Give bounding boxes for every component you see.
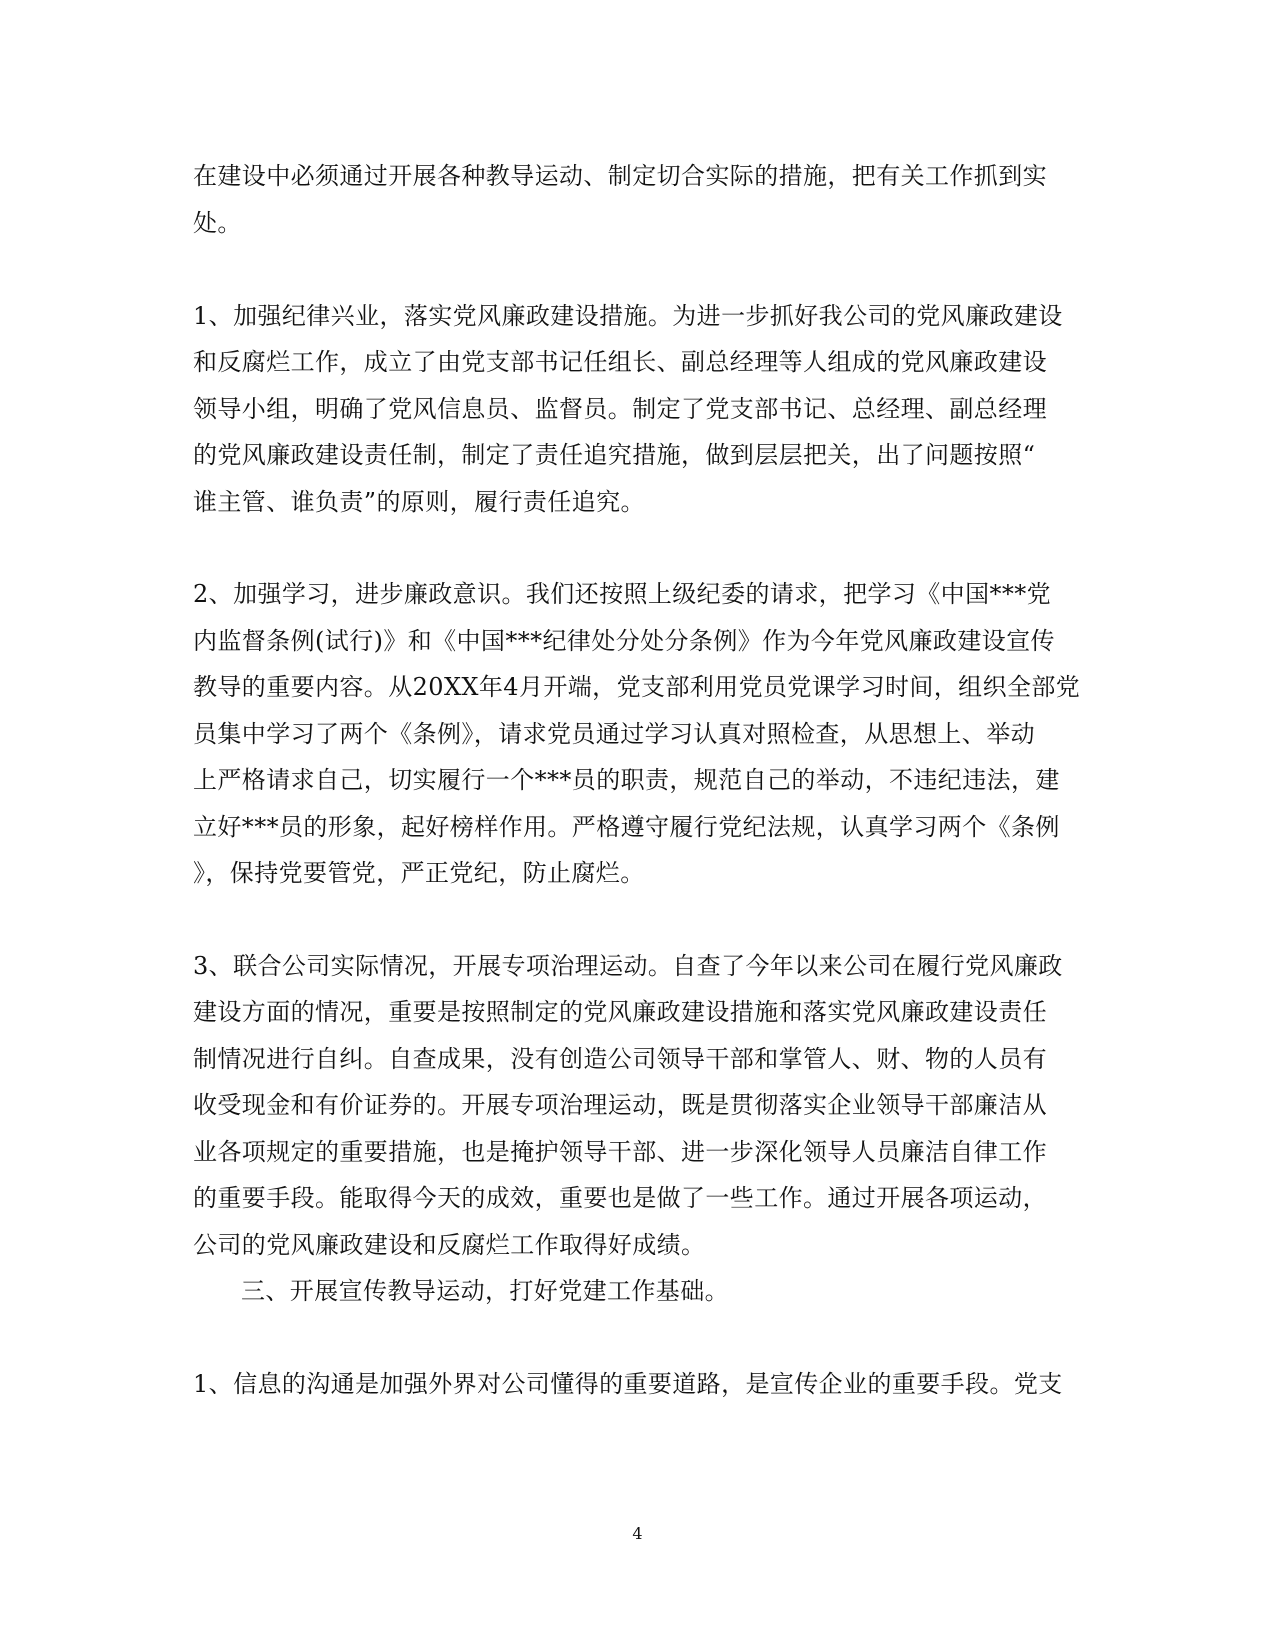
text-line: 的党风廉政建设责任制，制定了责任追究措施，做到层层把关，出了问题按照“ — [193, 441, 1036, 469]
text-line: 在建设中必须通过开展各种教导运动、制定切合实际的措施，把有关工作抓到实 — [193, 162, 1047, 190]
text-line: 上严格请求自己，切实履行一个***员的职责，规范自己的举动，不违纪违法，建 — [193, 766, 1060, 794]
text-line: 员集中学习了两个《条例》，请求党员通过学习认真对照检查，从思想上、举动 — [193, 720, 1035, 748]
text-line: 业各项规定的重要措施，也是掩护领导干部、进一步深化领导人员廉洁自律工作 — [193, 1138, 1047, 1166]
text-line: 处。 — [193, 209, 242, 237]
text-line: 领导小组，明确了党风信息员、监督员。制定了党支部书记、总经理、副总经理 — [193, 395, 1047, 423]
text-line: 内监督条例(试行)》和《中国***纪律处分处分条例》作为今年党风廉政建设宣传 — [193, 627, 1055, 655]
text-line: 1、信息的沟通是加强外界对公司懂得的重要道路，是宣传企业的重要手段。党支 — [193, 1370, 1063, 1398]
section-heading: 三、开展宣传教导运动，打好党建工作基础。 — [241, 1277, 729, 1305]
text-line: 建设方面的情况，重要是按照制定的党风廉政建设措施和落实党风廉政建设责任 — [193, 998, 1047, 1026]
text-line: 收受现金和有价证券的。开展专项治理运动，既是贯彻落实企业领导干部廉洁从 — [193, 1091, 1047, 1119]
text-line: 公司的党风廉政建设和反腐烂工作取得好成绩。 — [193, 1231, 706, 1259]
page-number: 4 — [632, 1524, 643, 1543]
text-line: 3、联合公司实际情况，开展专项治理运动。自查了今年以来公司在履行党风廉政 — [193, 952, 1063, 980]
text-line: 2、加强学习，进步廉政意识。我们还按照上级纪委的请求，把学习《中国***党 — [193, 580, 1052, 608]
text-line: 立好***员的形象，起好榜样作用。严格遵守履行党纪法规，认真学习两个《条例 — [193, 813, 1060, 841]
text-line: 1、加强纪律兴业，落实党风廉政建设措施。为进一步抓好我公司的党风廉政建设 — [193, 302, 1063, 330]
text-line: 制情况进行自纠。自查成果，没有创造公司领导干部和掌管人、财、物的人员有 — [193, 1045, 1047, 1073]
text-line: 谁主管、谁负责”的原则，履行责任追究。 — [193, 488, 645, 516]
text-line: 》，保持党要管党，严正党纪，防止腐烂。 — [193, 859, 645, 887]
text-line: 的重要手段。能取得今天的成效，重要也是做了一些工作。通过开展各项运动， — [193, 1184, 1047, 1212]
text-line: 和反腐烂工作，成立了由党支部书记任组长、副总经理等人组成的党风廉政建设 — [193, 348, 1047, 376]
text-line: 教导的重要内容。从20XX年4月开端，党支部利用党员党课学习时间，组织全部党 — [193, 673, 1081, 701]
